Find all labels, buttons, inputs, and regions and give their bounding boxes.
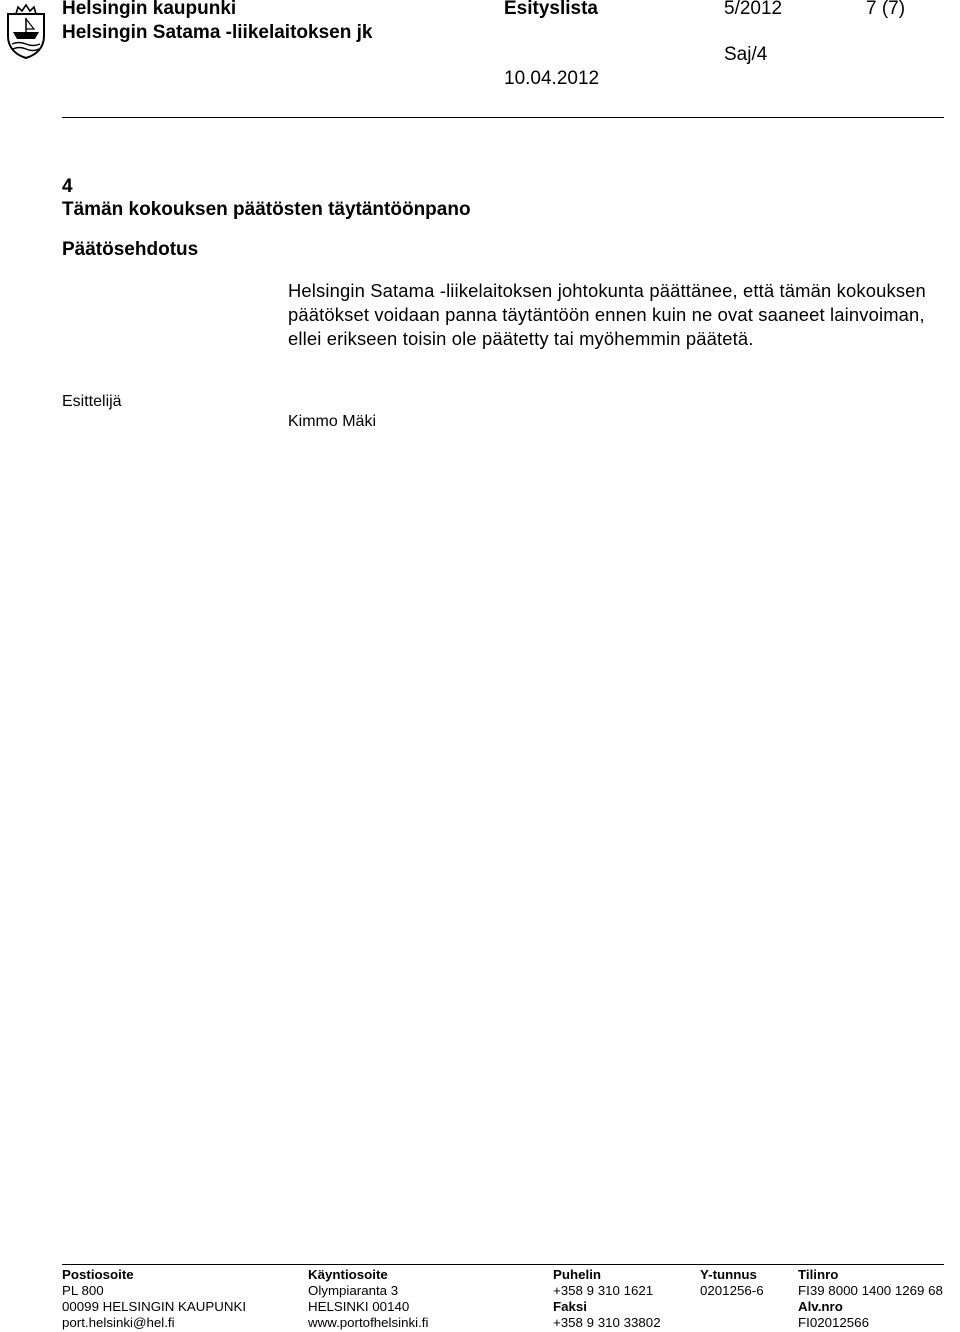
footer-vat-label: Alv.nro — [798, 1299, 843, 1314]
footer-visit-web: www.portofhelsinki.fi — [308, 1315, 429, 1330]
footer-visit-label: Käyntiosoite — [308, 1267, 388, 1282]
item-number: 4 — [62, 176, 73, 197]
footer-visit-line2: HELSINKI 00140 — [308, 1299, 410, 1314]
header-city: Helsingin kaupunki — [62, 0, 237, 19]
footer-fax-number: +358 9 310 33802 — [553, 1315, 661, 1330]
footer-rule — [62, 1264, 944, 1265]
helsinki-crest-logo — [2, 2, 50, 60]
footer-postal-label: Postiosoite — [62, 1267, 134, 1282]
proposal-text: Helsingin Satama -liikelaitoksen johtokunta päättänee, että tämän kokouksen päätökset voidaan panna täytäntöön ennen kuin ne ovat saaneet lainvoiman, ellei erikseen toisin ole päätetty tai myöhemmin päätetä. — [288, 280, 926, 349]
footer-postal-email: port.helsinki@hel.fi — [62, 1315, 175, 1330]
footer-postal-line1: PL 800 — [62, 1283, 104, 1298]
footer-business-id-label: Y-tunnus — [700, 1267, 757, 1282]
footer-phone-number: +358 9 310 1621 — [553, 1283, 654, 1298]
footer-col-business-id — [700, 1267, 764, 1299]
header-org: Helsingin Satama -liikelaitoksen jk — [62, 22, 373, 43]
footer-col-postal — [62, 1267, 246, 1331]
footer-visit-line1: Olympiaranta 3 — [308, 1283, 399, 1298]
header-number: 5/2012 — [724, 0, 783, 19]
header-page: 7 (7) — [866, 0, 906, 19]
footer-vat-number: FI02012566 — [798, 1315, 869, 1330]
footer-col-phone — [553, 1267, 661, 1331]
footer-business-id: 0201256-6 — [700, 1283, 764, 1298]
footer-fax-label: Faksi — [553, 1299, 588, 1314]
proposal-label: Päätösehdotus — [62, 239, 199, 260]
footer-account-label: Tilinro — [798, 1267, 839, 1282]
presenter-label: Esittelijä — [62, 393, 122, 410]
footer-account-number: FI39 8000 1400 1269 68 — [798, 1283, 943, 1298]
presenter-name: Kimmo Mäki — [288, 413, 377, 430]
header-date: 10.04.2012 — [504, 68, 600, 89]
header-section: Saj/4 — [724, 44, 768, 65]
header-rule — [62, 117, 944, 118]
footer-phone-label: Puhelin — [553, 1267, 602, 1282]
footer-col-visit — [308, 1267, 428, 1331]
header-doc-type: Esityslista — [504, 0, 598, 19]
footer-postal-line2: 00099 HELSINGIN KAUPUNKI — [62, 1299, 247, 1314]
item-title: Tämän kokouksen päätösten täytäntöönpano — [62, 199, 471, 220]
footer-col-account — [798, 1267, 943, 1331]
